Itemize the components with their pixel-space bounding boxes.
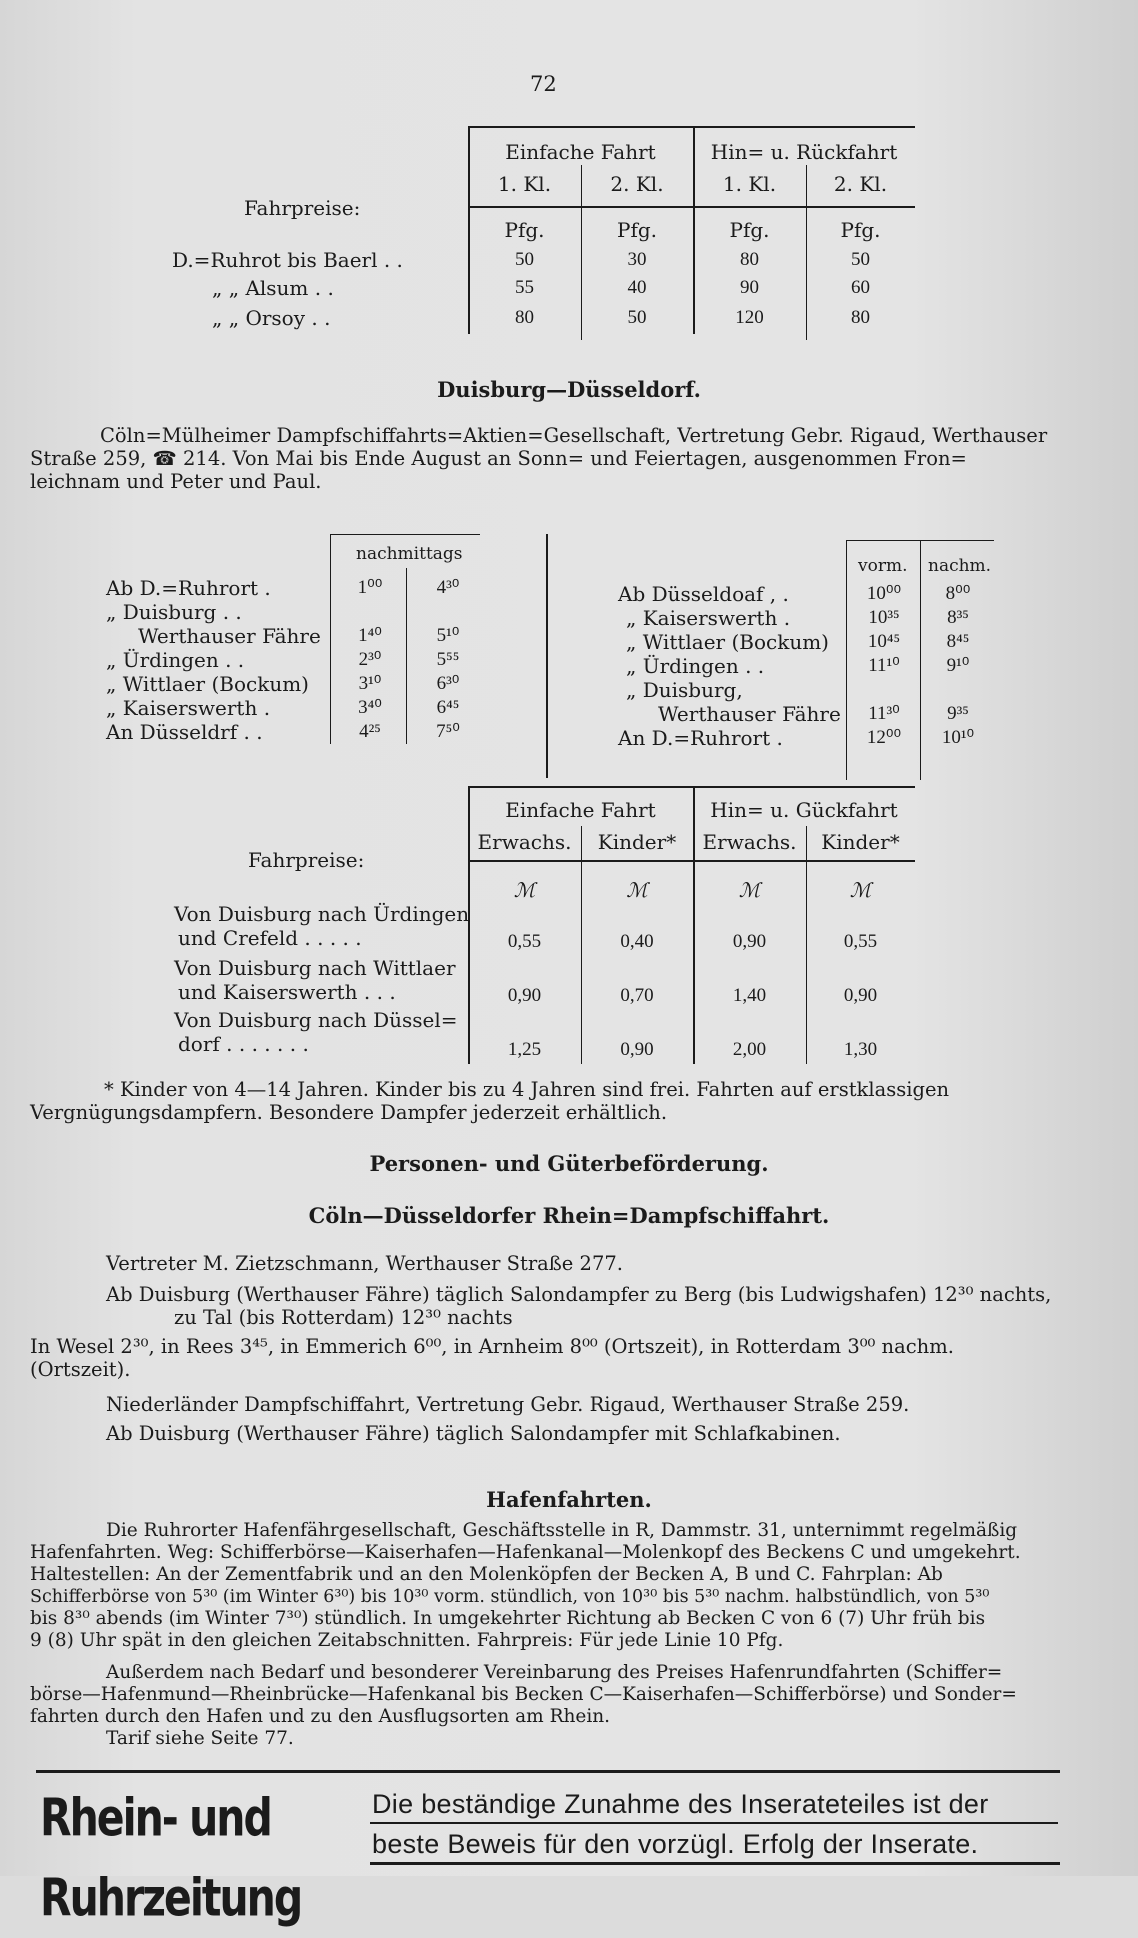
- table-cell: 30: [627, 249, 647, 270]
- row-label: „ „ Orsoy . .: [212, 306, 331, 330]
- row-label: Von Duisburg nach Düssel=: [174, 1008, 458, 1032]
- stop-label: Werthauser Fähre: [658, 702, 841, 726]
- time-cell: 1⁰⁰: [357, 577, 383, 598]
- time-cell: 11¹⁰: [868, 655, 900, 676]
- stop-label: An D.=Ruhrort .: [618, 726, 783, 750]
- time-cell: 10⁰⁰: [866, 583, 902, 604]
- stop-label: „ Duisburg . .: [106, 600, 242, 624]
- table-cell: 0,90: [507, 985, 542, 1006]
- stop-label: Ab Düsseldoaf , .: [618, 582, 789, 606]
- sub-header: Kinder*: [821, 830, 900, 854]
- stop-label: „ Duisburg,: [626, 678, 743, 702]
- text-line: Hafenfahrten. Weg: Schifferbörse—Kaiserhafen—Hafenkanal—Molenkopf des Beckens C und umgekehrt.: [30, 1542, 1021, 1563]
- time-cell: 7⁵⁰: [436, 721, 460, 742]
- text-line: bis 8³⁰ abends (im Winter 7³⁰) stündlich. In umgekehrter Richtung ab Becken C von 6 (7) Uhr früh bis: [30, 1608, 986, 1629]
- stop-label: „ Ürdingen . .: [626, 654, 765, 678]
- text-line: Haltestellen: An der Zementfabrik und an den Molenköpfen der Becken A, B und C. Fahrplan: Ab: [30, 1564, 943, 1585]
- time-cell: 6⁴⁵: [436, 697, 460, 718]
- table-label: Fahrpreise:: [244, 196, 361, 220]
- text-line: 9 (8) Uhr spät in den gleichen Zeitabschnitten. Fahrpreis: Für jede Linie 10 Pfg.: [30, 1630, 784, 1651]
- time-cell: 8⁰⁰: [945, 583, 971, 604]
- table-cell: 50: [515, 249, 534, 270]
- table-cell: 0,90: [843, 985, 878, 1006]
- time-cell: 10¹⁰: [941, 727, 975, 748]
- section-title: Personen- und Güterbeförderung.: [369, 1151, 769, 1176]
- section-subtitle: Cöln—Düsseldorfer Rhein=Dampfschiffahrt.: [308, 1203, 830, 1228]
- unit-header: ℳ: [738, 878, 761, 902]
- table-cell: 2,00: [732, 1039, 767, 1060]
- text-line: Vertreter M. Zietzschmann, Werthauser Straße 277.: [106, 1252, 623, 1275]
- advert-masthead: Rhein- und Ruhrzeitung: [40, 1787, 302, 1928]
- text-line: zu Tal (bis Rotterdam) 12³⁰ nachts: [174, 1306, 513, 1329]
- row-label: D.=Ruhrot bis Baerl . .: [172, 248, 403, 272]
- section-text: [30, 1520, 1062, 1750]
- class-header: 2. Kl.: [833, 172, 888, 196]
- row-label: „ „ Alsum . .: [212, 276, 334, 300]
- stop-label: „ Ürdingen . .: [106, 648, 245, 672]
- schedule-header: nachm.: [928, 556, 992, 576]
- time-cell: 3¹⁰: [358, 673, 382, 694]
- unit-header: Pfg.: [840, 218, 881, 242]
- text-line: Vergnügungsdampfern. Besondere Dampfer jederzeit erhältlich.: [30, 1101, 668, 1124]
- schedule-header: nachmittags: [356, 544, 463, 564]
- section-title: Duisburg—Düsseldorf.: [437, 377, 701, 402]
- time-cell: 10³⁵: [868, 607, 900, 628]
- text-line: In Wesel 2³⁰, in Rees 3⁴⁵, in Emmerich 6⁰⁰, in Arnheim 8⁰⁰ (Ortszeit), in Rotterdam 3⁰⁰ nachm.: [30, 1335, 954, 1358]
- section-title: Hafenfahrten.: [486, 1487, 652, 1512]
- advert-text-line: Die beständige Zunahme des Inserateteiles ist der: [372, 1789, 989, 1819]
- table-cell: 80: [515, 307, 534, 328]
- table-cell: 1,25: [507, 1039, 542, 1060]
- time-cell: 12⁰⁰: [866, 727, 902, 748]
- time-cell: 9¹⁰: [946, 655, 970, 676]
- time-cell: 2³⁰: [358, 649, 382, 670]
- table-cell: 90: [740, 277, 759, 298]
- table-cell: 0,90: [732, 931, 767, 952]
- footnote: [30, 1078, 1062, 1124]
- stop-label: Werthauser Fähre: [138, 624, 321, 648]
- row-label: dorf . . . . . . .: [178, 1032, 309, 1056]
- table-cell: 120: [735, 307, 764, 328]
- table-cell: 50: [851, 249, 870, 270]
- text-line: Die Ruhrorter Hafenfährgesellschaft, Geschäftsstelle in R, Dammstr. 31, unternimmt regelmäßig: [106, 1520, 1018, 1541]
- stop-label: An Düsseldrf . .: [106, 720, 263, 744]
- group-header: Hin= u. Rückfahrt: [710, 140, 898, 164]
- table-cell: 0,55: [507, 931, 542, 952]
- time-cell: 6³⁰: [436, 673, 460, 694]
- table-cell: 0,70: [620, 985, 654, 1006]
- text-line: Ab Duisburg (Werthauser Fähre) täglich Salondampfer zu Berg (bis Ludwigshafen) 12³⁰ nachts,: [106, 1283, 1052, 1306]
- row-label: und Kaiserswerth . . .: [178, 980, 396, 1004]
- text-line: Tarif siehe Seite 77.: [106, 1728, 294, 1749]
- text-line: Außerdem nach Bedarf und besonderer Vereinbarung des Preises Hafenrundfahrten (Schiffer=: [106, 1662, 1003, 1683]
- time-cell: 9³⁵: [947, 703, 969, 724]
- unit-header: Pfg.: [504, 218, 545, 242]
- stop-label: Ab D.=Ruhrort .: [106, 576, 271, 600]
- sub-header: Erwachs.: [702, 830, 797, 854]
- unit-header: Pfg.: [616, 218, 658, 242]
- group-header: Einfache Fahrt: [505, 798, 656, 822]
- stop-label: „ Wittlaer (Bockum): [106, 672, 309, 696]
- sub-header: Kinder*: [597, 830, 677, 854]
- table-cell: 60: [851, 277, 870, 298]
- table-cell: 1,40: [732, 985, 767, 1006]
- group-header: Hin= u. Gückfahrt: [710, 798, 898, 822]
- unit-header: ℳ: [513, 878, 536, 902]
- time-cell: 5⁵⁵: [436, 649, 460, 670]
- text-line: leichnam und Peter und Paul.: [30, 470, 322, 493]
- text-line: börse—Hafenmund—Rheinbrücke—Hafenkanal bis Becken C—Kaiserhafen—Schifferbörse) und Sonder=: [30, 1684, 1017, 1705]
- table-cell: 40: [627, 277, 647, 298]
- text-line: fahrten durch den Hafen und zu den Ausflugsorten am Rhein.: [30, 1706, 611, 1727]
- stop-label: „ Kaiserswerth .: [106, 696, 271, 720]
- table-cell: 80: [851, 307, 870, 328]
- text-line: (Ortszeit).: [30, 1358, 131, 1381]
- text-line: Niederländer Dampfschiffahrt, Vertretung Gebr. Rigaud, Werthauser Straße 259.: [106, 1393, 910, 1416]
- stop-label: „ Kaiserswerth .: [626, 606, 791, 630]
- text-line: Cöln=Mülheimer Dampfschiffahrts=Aktien=Gesellschaft, Vertretung Gebr. Rigaud, Werthauser: [100, 424, 1048, 447]
- group-header: Einfache Fahrt: [505, 140, 656, 164]
- table-cell: 0,40: [620, 931, 654, 952]
- row-label: Von Duisburg nach Ürdingen: [174, 902, 470, 926]
- time-cell: 3⁴⁰: [358, 697, 382, 718]
- stop-label: „ Wittlaer (Bockum): [626, 630, 829, 654]
- class-header: 2. Kl.: [610, 172, 664, 196]
- text-line: Schifferbörse von 5³⁰ (im Winter 6³⁰) bis 10³⁰ vorm. stündlich, von 10³⁰ bis 5³⁰ nachm. halbstündlich, von 5³⁰: [30, 1587, 990, 1607]
- class-header: 1. Kl.: [497, 172, 552, 196]
- section-text: [30, 1252, 1062, 1445]
- text-line: * Kinder von 4—14 Jahren. Kinder bis zu 4 Jahren sind frei. Fahrten auf erstklassigen: [104, 1078, 950, 1101]
- table-cell: 80: [740, 249, 759, 270]
- text-line: Ab Duisburg (Werthauser Fähre) täglich Salondampfer mit Schlafkabinen.: [106, 1422, 841, 1445]
- table-cell: 1,30: [843, 1039, 878, 1060]
- unit-header: ℳ: [626, 878, 648, 902]
- page-number: 72: [530, 72, 557, 96]
- time-cell: 1⁴⁰: [358, 625, 382, 646]
- advert-text-line: beste Beweis für den vorzügl. Erfolg der Inserate.: [372, 1829, 979, 1859]
- time-cell: 5¹⁰: [436, 625, 460, 646]
- time-cell: 10⁴⁵: [867, 631, 901, 652]
- time-cell: 8³⁵: [947, 607, 969, 628]
- time-cell: 8⁴⁵: [946, 631, 970, 652]
- schedule-header: vorm.: [858, 556, 908, 576]
- row-label: Von Duisburg nach Wittlaer: [174, 956, 456, 980]
- time-cell: 11³⁰: [868, 703, 900, 724]
- section-text: [30, 424, 1062, 493]
- sub-header: Erwachs.: [477, 830, 572, 854]
- time-cell: 4³⁰: [436, 577, 460, 598]
- table-cell: 55: [515, 277, 534, 298]
- class-header: 1. Kl.: [722, 172, 777, 196]
- unit-header: Pfg.: [729, 218, 770, 242]
- table-cell: 0,90: [620, 1039, 654, 1060]
- table-cell: 50: [627, 307, 647, 328]
- table-cell: 0,55: [843, 931, 878, 952]
- text-line: Straße 259, ☎ 214. Von Mai bis Ende August an Sonn= und Feiertagen, ausgenommen Fron=: [30, 447, 967, 470]
- unit-header: ℳ: [849, 878, 872, 902]
- row-label: und Crefeld . . . . .: [178, 926, 362, 950]
- table-label: Fahrpreise:: [248, 848, 365, 872]
- time-cell: 4²⁵: [359, 721, 381, 742]
